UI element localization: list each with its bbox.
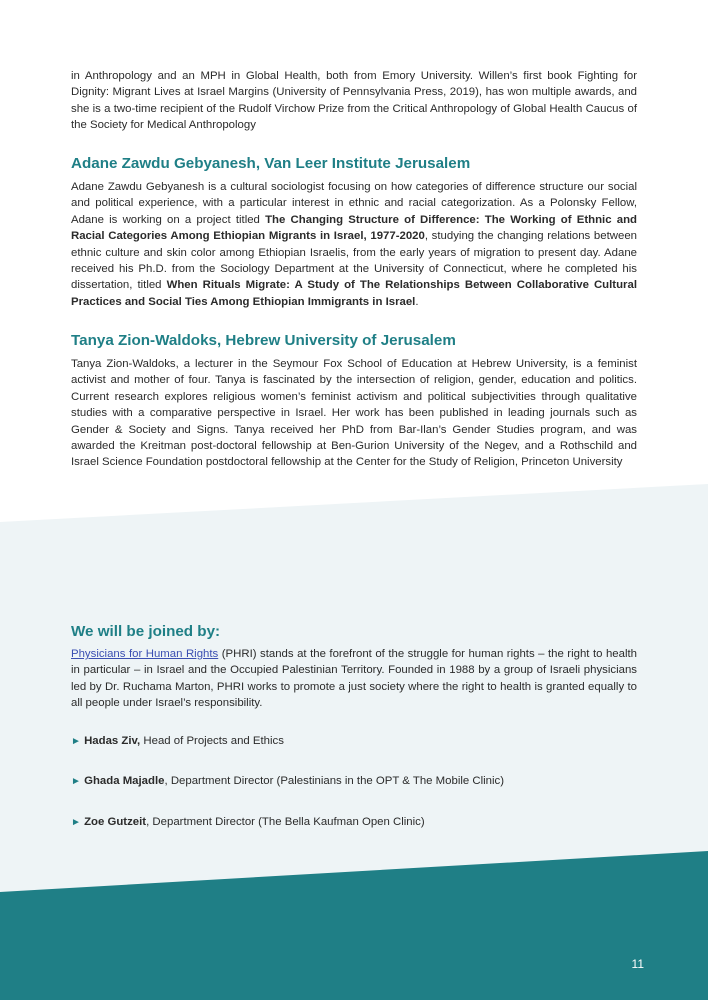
- member-role: Head of Projects and Ethics: [140, 735, 284, 747]
- intro-block: [71, 68, 637, 134]
- member-item: [71, 733, 284, 750]
- bio-text: , studying the changing relations between ethnic culture and skin color among Ethiopian Israelis, from the early years of migration to present day. Adane received his Ph.D. from the Sociology Department at the University of Connecticut, where he completed his dissertation, titled: [71, 230, 637, 292]
- member-item: [71, 814, 425, 831]
- phri-description: [71, 646, 637, 712]
- phri-link[interactable]: Physicians for Human Rights: [71, 648, 219, 660]
- speaker-adane: [71, 154, 637, 310]
- speaker-heading: Tanya Zion-Waldoks, Hebrew University of Jerusalem: [71, 332, 456, 349]
- joined-section: [71, 622, 637, 712]
- page-number: 11: [631, 957, 644, 971]
- project-title: The Changing Structure of Difference: The Working of Ethnic and Racial Categories Among Ethiopian Migrants in Israel, 1977-2020: [71, 213, 637, 243]
- member-name: Ghada Majadle: [84, 775, 165, 787]
- bio-text: .: [415, 295, 419, 308]
- member-role: , Department Director (Palestinians in the OPT & The Mobile Clinic): [164, 775, 505, 787]
- speaker-bio: Tanya Zion-Waldoks, a lecturer in the Seymour Fox School of Education at Hebrew University, is a feminist activist and mother of four. Tanya is fascinated by the intersection of religion, gender, education and politics. Current research explores religious women’s feminist activism and political subjectivities through qualitative studies with a comparative perspective in Israel. Her work has been published in leading journals such as Gender & Society and Signs. Tanya received her PhD from Bar-Ilan’s Gender Studies program, and was awarded the Kreitman post-doctoral fellowship at Ben-Gurion University of the Negev, and a Rothschild and Israel Science Foundation postdoctoral fellowship at the Center for the Study of Religion, Princeton University: [71, 358, 637, 469]
- speaker-heading: Adane Zawdu Gebyanesh, Van Leer Institute Jerusalem: [71, 155, 471, 172]
- member-role: , Department Director (The Bella Kaufman Open Clinic): [146, 816, 425, 828]
- member-name: Zoe Gutzeit: [84, 816, 147, 828]
- speaker-tanya: [71, 331, 637, 471]
- dissertation-title: When Rituals Migrate: A Study of The Relationships Between Collaborative Cultural Practices and Social Ties Among Ethiopian Immigrants in Israel: [71, 279, 637, 308]
- joined-heading: We will be joined by:: [71, 623, 221, 640]
- bio-text: Adane Zawdu Gebyanesh is a cultural sociologist focusing on how categories of difference structure our social and political experience, with a particular interest in ethnic and racial categorization. As a Polonsky Fellow, Adane is working on a project titled: [71, 181, 637, 226]
- member-name: Hadas Ziv,: [84, 735, 141, 747]
- member-item: [71, 773, 504, 790]
- arrow-right-icon: ►: [71, 776, 81, 787]
- intro-paragraph: in Anthropology and an MPH in Global Health, both from Emory University. Willen’s first book Fighting for Dignity: Migrant Lives at Israel Margins (University of Pennsylvania Press, 2019), has won multiple awards, and she is a two-time recipient of the Rudolf Virchow Prize from the Critical Anthropology of Global Health Caucus of the Society for Medical Anthropology: [71, 70, 637, 132]
- speaker-bio: [71, 179, 637, 310]
- arrow-right-icon: ►: [71, 817, 81, 828]
- phri-text: (PHRI) stands at the forefront of the struggle for human rights – the right to health in particular – in Israel and the Occupied Palestinian Territory. Founded in 1988 by a group of Israeli physicians led by Dr. Ruchama Marton, PHRI works to promote a just society where the right to health is granted equally to all people under Israel’s responsibility.: [71, 648, 637, 710]
- arrow-right-icon: ►: [71, 736, 81, 747]
